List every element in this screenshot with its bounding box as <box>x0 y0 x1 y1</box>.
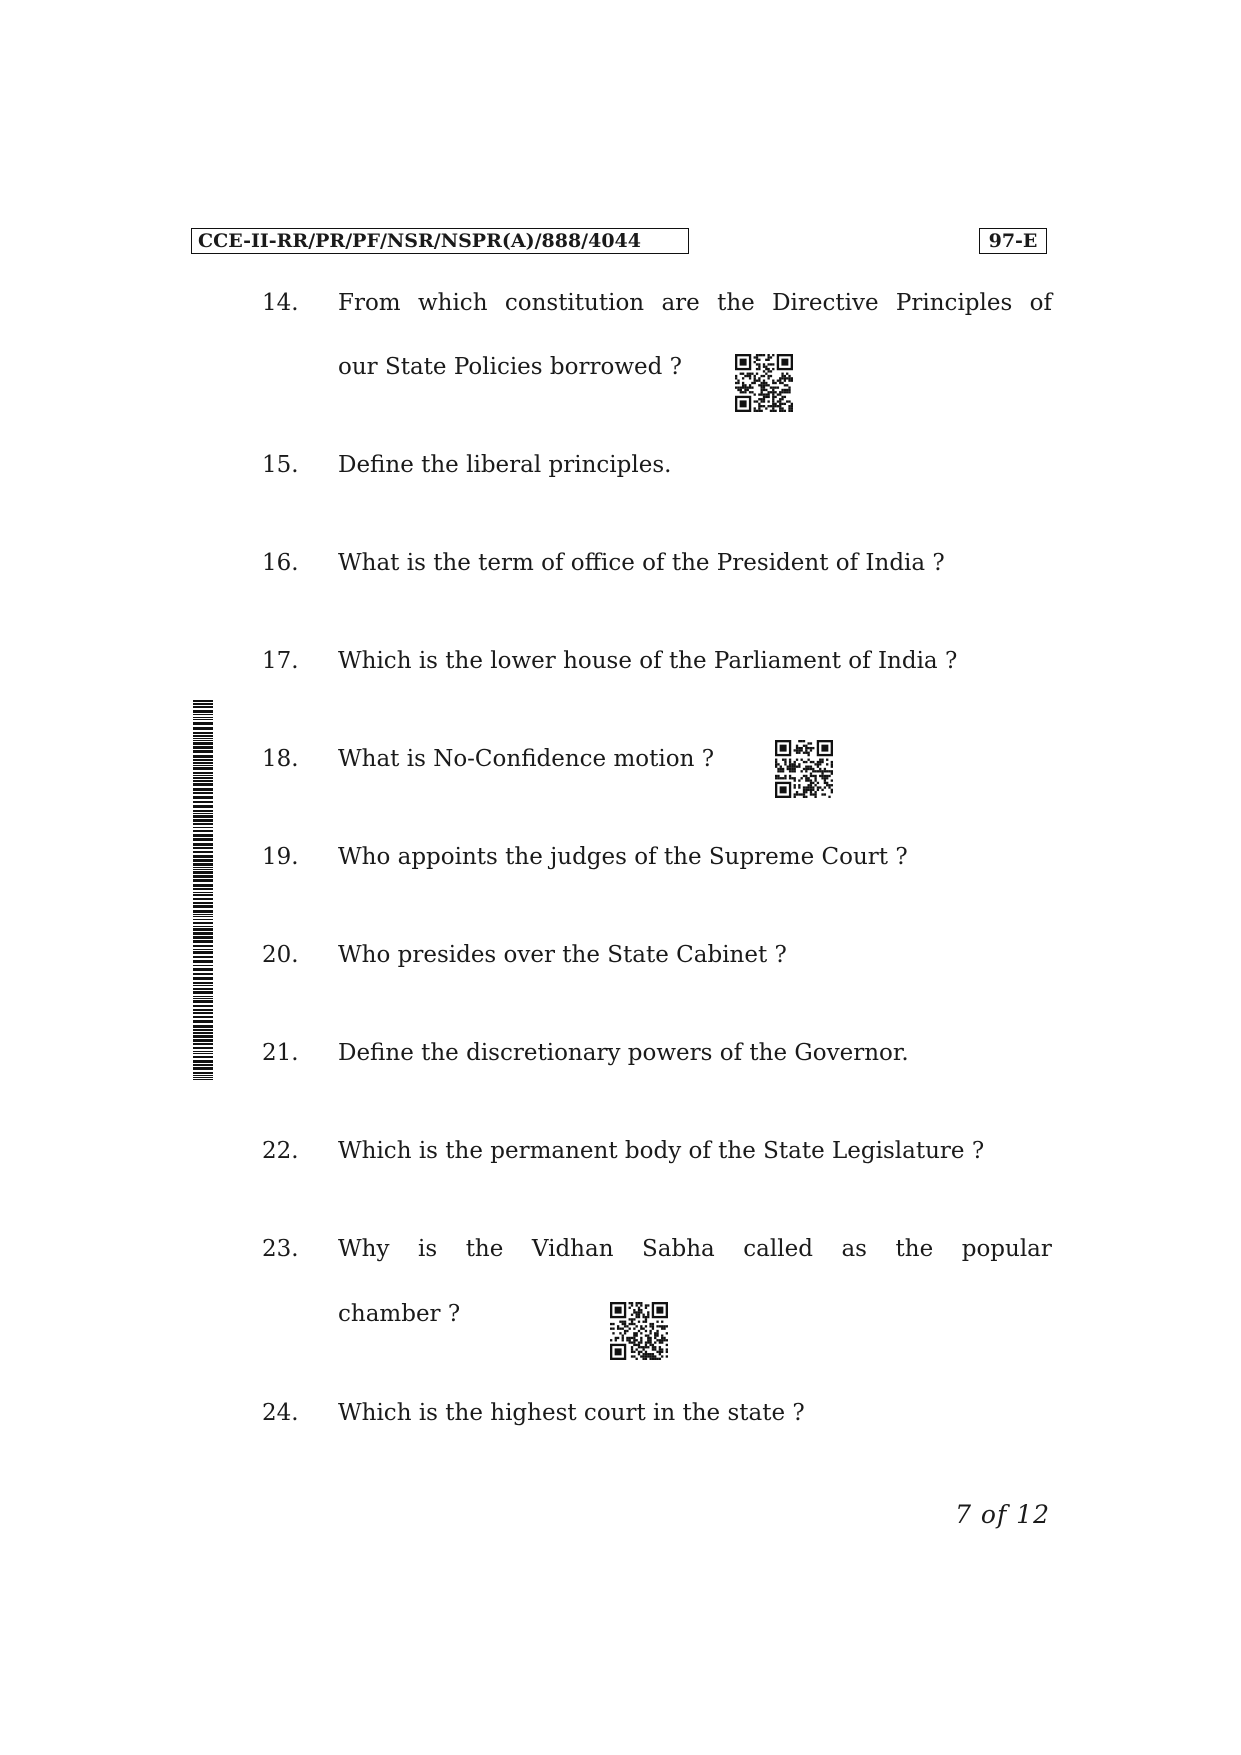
question-text: Which is the lower house of the Parliament of India ? <box>338 648 958 674</box>
question-text: What is the term of office of the President of India ? <box>338 550 945 576</box>
question-line-justified: Why is the Vidhan Sabha called as the popular <box>338 1236 1052 1262</box>
question-number: 17. <box>262 648 299 674</box>
question-number: 18. <box>262 746 299 772</box>
question-number: 24. <box>262 1400 299 1426</box>
question-text-line2: our State Policies borrowed ? <box>338 354 682 380</box>
question-text: Define the liberal principles. <box>338 452 672 478</box>
qr-code-icon <box>735 354 793 412</box>
qr-code-icon <box>775 740 833 798</box>
question-text-line2: chamber ? <box>338 1301 461 1327</box>
question-number: 23. <box>262 1236 299 1262</box>
question-text: Who appoints the judges of the Supreme Court ? <box>338 844 908 870</box>
paper-set-code: 97-E <box>979 228 1047 254</box>
question-text: Who presides over the State Cabinet ? <box>338 942 787 968</box>
question-text: Which is the highest court in the state ? <box>338 1400 805 1426</box>
question-text: What is No-Confidence motion ? <box>338 746 715 772</box>
page-number: 7 of 12 <box>955 1500 1050 1529</box>
question-number: 14. <box>262 290 299 316</box>
question-number: 19. <box>262 844 299 870</box>
question-number: 20. <box>262 942 299 968</box>
question-text: Define the discretionary powers of the Governor. <box>338 1040 909 1066</box>
question-number: 15. <box>262 452 299 478</box>
question-paper-code: CCE-II-RR/PR/PF/NSR/NSPR(A)/888/4044 <box>191 228 689 254</box>
question-number: 21. <box>262 1040 299 1066</box>
barcode-icon <box>193 700 213 1080</box>
question-text: Which is the permanent body of the State Legislature ? <box>338 1138 985 1164</box>
question-number: 16. <box>262 550 299 576</box>
question-line-justified: From which constitution are the Directive Principles of <box>338 290 1052 316</box>
qr-code-icon <box>610 1302 668 1360</box>
question-number: 22. <box>262 1138 299 1164</box>
